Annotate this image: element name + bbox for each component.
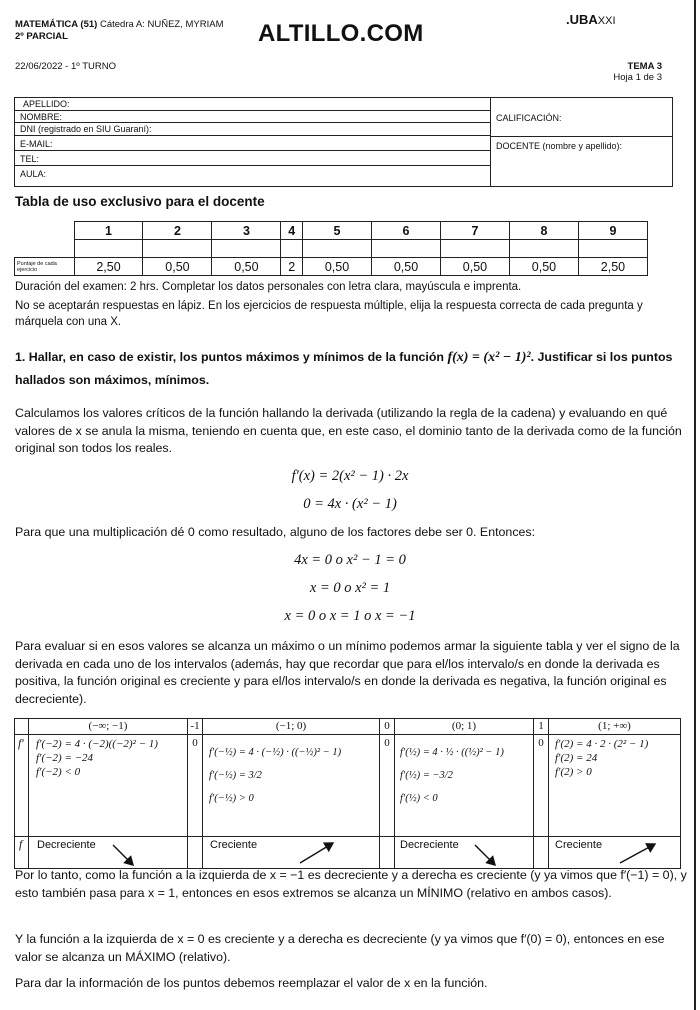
field-apellido[interactable]: APELLIDO: <box>15 98 490 111</box>
personal-fields <box>15 98 491 186</box>
exam-name: 2º PARCIAL <box>15 31 68 42</box>
score-col-4: 4 <box>281 222 303 240</box>
formula-line: f′(−½) > 0 <box>209 793 254 804</box>
formula-line: f′(2) > 0 <box>555 766 592 778</box>
grade-cell[interactable] <box>578 240 647 258</box>
score-value: 2,50 <box>578 258 647 276</box>
increasing-arrow-icon <box>620 844 655 863</box>
grade-cell[interactable] <box>74 240 143 258</box>
solution-paragraph-3: Para evaluar si en esos valores se alcanza un máximo o un mínimo podemos armar la siguiente tabla y ver el signo de la derivada en cada uno de los intervalos (además, hay que recordar que para el/los intervalo/s en donde la derivada es positiva, la función original es creciente y para el/los intervalo/s en donde la derivada es negativa, la función original es decreciente). <box>15 639 680 706</box>
zero-value: 0 <box>538 737 544 749</box>
solution-paragraph-1: Calculamos los valores críticos de la función hallando la derivada (utilizando la regla de la cadena) y evaluando en qué valores de x se anula la misma, teniendo en cuenta que, en este caso, el dominio tanto de la derivada como de la función original son todos los reales. <box>15 406 682 455</box>
score-value: 0,50 <box>212 258 281 276</box>
solution-paragraph-5: Y la función a la izquierda de x = 0 es creciente y a derecha es decreciente (y ya vimos que f′(0) = 0), entonces en ese valor se alcanza un MÁXIMO (relativo). <box>15 932 665 964</box>
field-email[interactable]: E-MAIL: <box>15 138 490 151</box>
formula-line: f′(2) = 24 <box>555 752 598 764</box>
chair-name: Cátedra A: NUÑEZ, MYRIAM <box>99 19 224 30</box>
score-col-8: 8 <box>509 222 578 240</box>
formula-line: f′(−½) = 3/2 <box>209 770 262 781</box>
formula-line: f′(−2) = −24 <box>36 752 94 764</box>
score-col-9: 9 <box>578 222 647 240</box>
equation-factors: 4x = 0 o x² − 1 = 0 <box>294 552 406 568</box>
solution-paragraph-4: Por lo tanto, como la función a la izquierda de x = −1 es decreciente y a derecha es creciente (y ya vimos que f′(−1) = 0), y esto también pasa para x = 1, entonces en esos extremos se alcanza un MÍNIMO (relativo en ambos casos). <box>15 868 687 900</box>
formula-line: f′(½) = 4 · ½ · ((½)² − 1) <box>400 747 504 758</box>
uba-logo-prefix: .UBA <box>566 12 598 27</box>
formula-line: f′(½) = −3/2 <box>400 770 453 781</box>
grade-cell[interactable] <box>372 240 441 258</box>
score-value: 0,50 <box>440 258 509 276</box>
sign-table <box>14 718 681 869</box>
grade-cell[interactable] <box>509 240 578 258</box>
grade-cell[interactable] <box>440 240 509 258</box>
formula-line: f′(½) < 0 <box>400 793 438 804</box>
score-row-label: Puntaje de cada ejercicio <box>15 258 75 276</box>
grade-cell[interactable] <box>212 240 281 258</box>
decreasing-arrow-icon <box>475 845 495 865</box>
equation-derivative: f′(x) = 2(x² − 1) · 2x <box>291 468 409 484</box>
field-dni[interactable]: DNI (registrado en SIU Guaraní): <box>15 123 490 136</box>
score-value: 0,50 <box>143 258 212 276</box>
tema-label: TEMA 3 <box>627 61 662 72</box>
score-value: 0,50 <box>509 258 578 276</box>
score-table <box>14 221 648 276</box>
course-name: MATEMÁTICA (51) <box>15 19 98 30</box>
critical-point-label: 1 <box>538 720 544 732</box>
site-watermark: ALTILLO.COM <box>258 20 424 47</box>
interval-2: (−1; 0) <box>275 720 307 732</box>
personal-data-box <box>14 97 673 187</box>
function-row-label: f <box>19 839 23 851</box>
exam-date: 22/06/2022 - 1º TURNO <box>15 61 116 72</box>
score-col-3: 3 <box>212 222 281 240</box>
teacher-table-title: Tabla de uso exclusivo para el docente <box>15 194 265 209</box>
field-aula[interactable]: AULA: <box>20 169 47 179</box>
score-col-6: 6 <box>372 222 441 240</box>
derivative-row-label: f′ <box>18 738 24 750</box>
rules-note: No se aceptarán respuestas en lápiz. En los ejercicios de respuesta múltiple, elija la respuesta correcta de cada pregunta y márquela con una X. <box>15 300 643 328</box>
equation-factors-solved: x = 0 o x² = 1 <box>309 580 391 596</box>
grade-cell[interactable] <box>143 240 212 258</box>
decreasing-arrow-icon <box>113 845 133 865</box>
formula-line: f′(−2) < 0 <box>36 766 81 778</box>
score-value: 0,50 <box>303 258 372 276</box>
score-col-7: 7 <box>440 222 509 240</box>
exercise-function: f(x) = (x² − 1)² <box>447 350 531 365</box>
page-edge <box>694 0 696 1010</box>
statement-part-b: . Justificar si los puntos hallados son máximos, mínimos. <box>15 350 673 387</box>
solution-paragraph-6: Para dar la información de los puntos debemos reemplazar el valor de x en la función. <box>15 976 488 990</box>
zero-value: 0 <box>384 737 390 749</box>
formula-line: f′(−2) = 4 · (−2)((−2)² − 1) <box>36 738 158 750</box>
behaviour-arrows <box>15 719 680 868</box>
interval-1: (−∞; −1) <box>88 720 128 732</box>
page-number: Hoja 1 de 3 <box>613 72 662 83</box>
uba-logo <box>566 12 616 27</box>
equation-critical-points: x = 0 o x = 1 o x = −1 <box>284 608 416 624</box>
statement-part-a: 1. Hallar, en caso de existir, los puntos máximos y mínimos de la función <box>15 350 448 364</box>
behaviour-label: Creciente <box>555 839 603 851</box>
critical-point-label: 0 <box>384 720 390 732</box>
interval-4: (1; +∞) <box>598 720 631 732</box>
score-values-row <box>15 258 648 276</box>
duration-note: Duración del examen: 2 hrs. Completar los datos personales con letra clara, mayúscula e imprenta. <box>15 281 522 293</box>
behaviour-label: Creciente <box>210 839 258 851</box>
grade-label[interactable]: CALIFICACIÓN: <box>496 113 562 123</box>
zero-value: 0 <box>192 737 198 749</box>
formula-line: f′(2) = 4 · 2 · (2² − 1) <box>555 738 649 750</box>
equation-zero: 0 = 4x · (x² − 1) <box>303 496 397 512</box>
interval-3: (0; 1) <box>451 720 477 732</box>
score-value: 2 <box>281 258 303 276</box>
behaviour-label: Decreciente <box>400 839 459 851</box>
uba-logo-suffix: XXI <box>597 15 616 27</box>
exercise-statement <box>15 346 687 391</box>
solution-paragraph-2: Para que una multiplicación dé 0 como resultado, alguno de los factores debe ser 0. Entonces: <box>15 525 536 539</box>
score-col-2: 2 <box>143 222 212 240</box>
field-tel[interactable]: TEL: <box>15 153 490 166</box>
grade-cell[interactable] <box>281 240 303 258</box>
score-col-5: 5 <box>303 222 372 240</box>
formula-line: f′(−½) = 4 · (−½) · ((−½)² − 1) <box>209 747 342 758</box>
score-value: 2,50 <box>74 258 143 276</box>
score-value: 0,50 <box>372 258 441 276</box>
course-line <box>15 19 224 30</box>
behaviour-label: Decreciente <box>37 839 96 851</box>
score-header-row <box>15 222 648 240</box>
teacher-label[interactable]: DOCENTE (nombre y apellido): <box>496 141 623 151</box>
field-nombre[interactable]: NOMBRE: <box>15 111 490 124</box>
divider <box>491 136 672 137</box>
grade-cell[interactable] <box>303 240 372 258</box>
score-col-1: 1 <box>74 222 143 240</box>
increasing-arrow-icon <box>300 843 333 863</box>
critical-point-label: -1 <box>190 720 200 732</box>
score-blank-row <box>15 240 648 258</box>
